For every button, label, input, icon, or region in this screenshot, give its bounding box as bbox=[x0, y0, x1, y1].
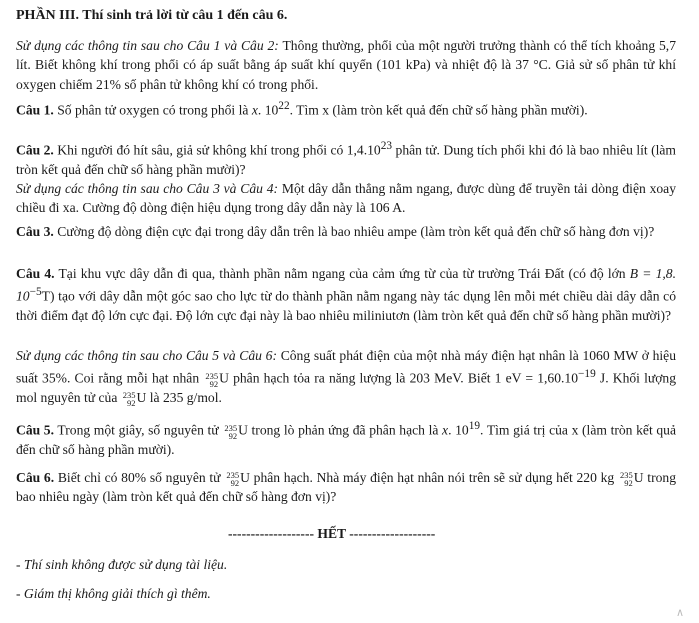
question-6: Câu 6. Biết chỉ có 80% số nguyên tử 235 92 U phân hạch. Nhà máy điện hạt nhân nói trên sẽ sử dụng hết 220 kg 235 92 U trong bao nhiêu ngày (làm tròn kết quả đến chữ số hàng đơn vị)? bbox=[16, 470, 676, 505]
corner-mark: ∧ bbox=[676, 607, 685, 619]
question-1: Câu 1. Số phân tử oxygen có trong phổi là x. $10^{22}$. Tìm x (làm tròn kết quả đến chữ số hàng phần mười). bbox=[16, 100, 588, 118]
question-label: Câu 2. bbox=[16, 142, 54, 158]
nuclide-u235: 235 92 bbox=[226, 470, 240, 488]
note-no-explanation: - Giám thị không giải thích gì thêm. bbox=[16, 586, 211, 601]
intro-q1-q2 bbox=[16, 36, 676, 94]
intro-lead: Sử dụng các thông tin sau cho Câu 3 và Câu 4: bbox=[16, 181, 279, 196]
question-label: Câu 6. bbox=[16, 470, 55, 485]
intro-lead: Sử dụng các thông tin sau cho Câu 1 và Câu 2: bbox=[16, 38, 279, 53]
question-label: Câu 3. bbox=[16, 224, 54, 239]
intro-q5-q6: Sử dụng các thông tin sau cho Câu 5 và Câu 6: Công suất phát điện của một nhà máy điện hạt nhân là 1060 MW ở hiệu suất 35%. Coi rằng mỗi hạt nhân 235 92 U phân hạch tỏa ra năng lượng là 203 MeV. Biết 1 eV = $1,60.10^{-19}$ J. Khối lượng mol nguyên tử của 235 92 U là 235 g/mol. bbox=[16, 348, 677, 409]
question-5: Câu 5. Trong một giây, số nguyên tử 235 92 U trong lò phản ứng đã phân hạch là x. $10^{19}$. Tìm giá trị của x (làm tròn kết quả đến chữ số hàng phần mười). bbox=[16, 420, 676, 457]
intro-lead: Sử dụng các thông tin sau cho Câu 5 và Câu 6: bbox=[16, 348, 277, 363]
nuclide-u235: 235 92 bbox=[122, 390, 136, 409]
formula: B = 1,8. 10 bbox=[16, 266, 676, 304]
nuclide-u235: 235 92 bbox=[619, 470, 633, 488]
question-4: Câu 4. Tại khu vực dây dẫn đi qua, thành phần nằm ngang của cảm ứng từ của từ trường Trái Đất (có độ lớn B = 1,8. $10^{-5}T$) tạo với dây dẫn một góc sao cho lực từ do thành phần nằm ngang này tác dụng lên mỗi mét chiều dài dây dẫn có thời điểm đạt độ lớn cực đại. Độ lớn cực đại này là bao nhiêu miliniutơn (làm tròn kết quả đến chữ số hàng phần mười)? bbox=[16, 266, 676, 324]
section-title: PHẦN III. Thí sinh trả lời từ câu 1 đến câu 6. bbox=[16, 8, 288, 23]
intro-text: Thông thường, phổi của một người trưởng thành có thể tích khoảng 5,7 lít. Biết không khí trong phổi có áp suất bằng áp suất khí quyển (101 kPa) và nhiệt độ là 37 °C. Giả sử số phân tử khí oxygen chiếm 21% số phân tử không khí có trong phổi. bbox=[16, 38, 677, 92]
question-3: Câu 3. Cường độ dòng điện cực đại trong dây dẫn trên là bao nhiêu ampe (làm tròn kết quả đến chữ số hàng đơn vị)? bbox=[16, 224, 655, 239]
intro-text: Một dây dẫn thẳng nằm ngang, được dùng để truyền tải dòng điện xoay chiều đi xa. Cường độ dòng điện hiệu dụng trong dây dẫn này là 106 A. bbox=[16, 181, 677, 216]
question-label: Câu 4. bbox=[16, 266, 55, 281]
intro-q3-q4 bbox=[16, 179, 676, 218]
nuclide-u235: 235 92 bbox=[205, 370, 219, 389]
question-label: Câu 5. bbox=[16, 422, 55, 438]
question-label: Câu 1. bbox=[16, 102, 54, 118]
end-marker: ------------------- HẾT ------------------- bbox=[228, 526, 436, 541]
note-no-materials: - Thí sinh không được sử dụng tài liệu. bbox=[16, 557, 228, 572]
question-2: Câu 2. Khi người đó hít sâu, giả sử không khí trong phổi có 1,4.10$^{23}$ phân tử. Dung tích phổi khi đó là bao nhiêu lít (làm tròn kết quả đến chữ số hàng phần mười)? bbox=[16, 140, 677, 177]
nuclide-u235: 235 92 bbox=[224, 422, 238, 441]
